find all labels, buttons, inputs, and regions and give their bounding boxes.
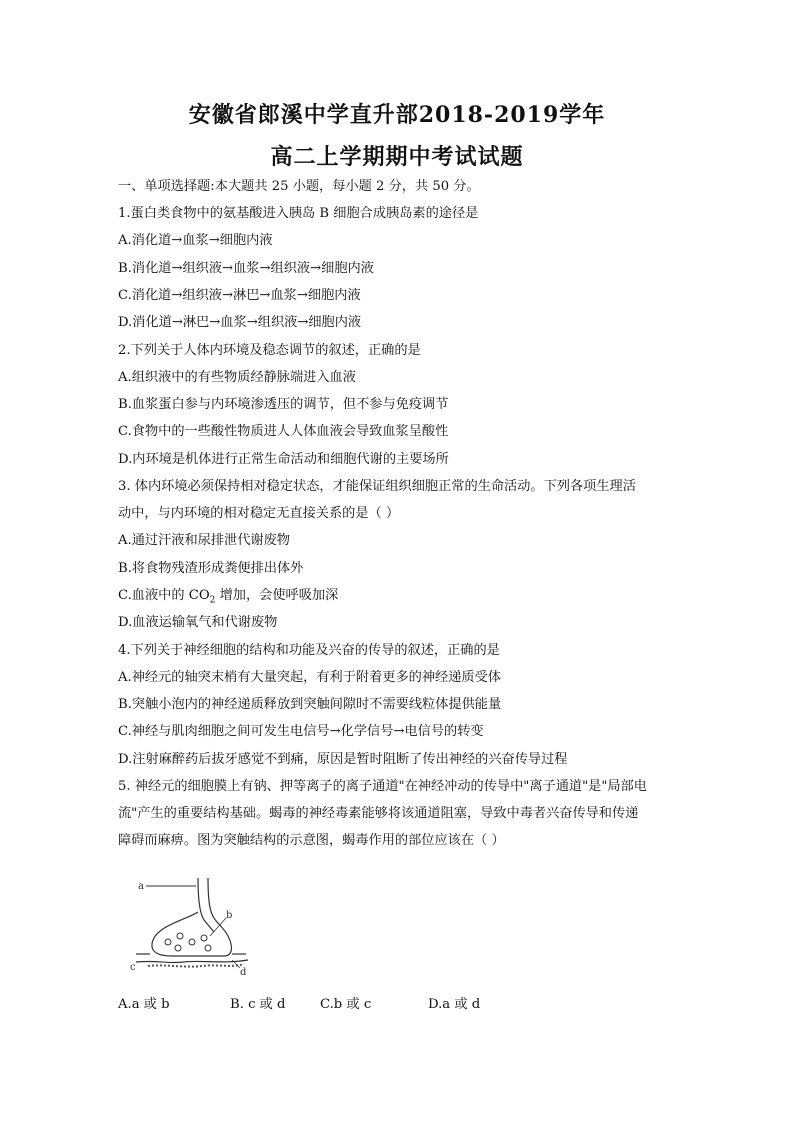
q1-option-a: A.消化道→血浆→细胞内液 xyxy=(118,233,273,248)
label-a: a xyxy=(138,881,144,892)
q4-stem: 4.下列关于神经细胞的结构和功能及兴奋的传导的叙述，正确的是 xyxy=(118,643,500,658)
q5-option-c: C.b 或 c xyxy=(320,997,372,1012)
q5-option-b: B. c 或 d xyxy=(230,997,286,1012)
q5-option-a: A.a 或 b xyxy=(118,997,170,1012)
q4-option-a: A.神经元的轴突末梢有大量突起，有利于附着更多的神经递质受体 xyxy=(118,670,501,685)
q1-stem: 1.蛋白类食物中的氨基酸进入胰岛 B 细胞合成胰岛素的途径是 xyxy=(118,206,479,221)
q3-option-b: B.将食物残渣形成粪便排出体外 xyxy=(118,561,304,576)
title-line-2: 高二上学期期中考试试题 xyxy=(270,144,524,170)
q5-option-d: D.a 或 d xyxy=(428,997,481,1012)
q2-option-d: D.内环境是机体进行正常生命活动和细胞代谢的主要场所 xyxy=(118,452,449,467)
q2-stem: 2.下列关于人体内环境及稳态调节的叙述，正确的是 xyxy=(118,343,421,358)
q3-option-a: A.通过汗液和尿排泄代谢废物 xyxy=(118,533,290,548)
q3-option-c-pre: C.血液中的 CO xyxy=(118,588,210,603)
q4-option-c: C.神经与肌肉细胞之间可发生电信号→化学信号→电信号的转变 xyxy=(118,724,484,739)
q5-stem-line3: 障碍而麻痹。图为突触结构的示意图，蝎毒作用的部位应该在（ ） xyxy=(118,833,505,848)
q5-stem-line2: 流"产生的重要结构基础。蝎毒的神经毒素能够将该通道阻塞，导致中毒者兴奋传导和传递 xyxy=(118,806,639,821)
q2-option-c: C.食物中的一些酸性物质进人人体血液会导致血浆呈酸性 xyxy=(118,424,449,439)
synapse-diagram xyxy=(128,872,264,976)
q4-option-b: B.突触小泡内的神经递质释放到突触间隙时不需要线粒体提供能量 xyxy=(118,697,502,712)
label-d: d xyxy=(240,967,247,976)
q1-option-c: C.消化道→组织液→淋巴→血浆→细胞内液 xyxy=(118,288,361,303)
title-line-1: 安徽省郎溪中学直升部2018-2019学年 xyxy=(188,102,606,128)
q1-option-b: B.消化道→组织液→血浆→组织液→细胞内液 xyxy=(118,261,374,276)
q1-option-d: D.消化道→淋巴→血浆→组织液→细胞内液 xyxy=(118,315,362,330)
q2-option-a: A.组织液中的有些物质经静脉端进入血液 xyxy=(118,370,356,385)
q3-option-c-post: 增加，会使呼吸加深 xyxy=(215,588,339,603)
q3-stem-line2: 动中，与内环境的相对稳定无直接关系的是（ ） xyxy=(118,506,400,521)
q5-stem-line1: 5. 神经元的细胞膜上有钠、押等离子的离子通道"在神经冲动的传导中"离子通道"是"局部电 xyxy=(118,779,647,794)
q3-option-c-sub: 2 xyxy=(209,595,216,606)
section-heading: 一、单项选择题:本大题共 25 小题，每小题 2 分，共 50 分。 xyxy=(118,179,480,194)
q3-option-d: D.血液运输氧气和代谢废物 xyxy=(118,615,278,630)
label-c: c xyxy=(130,962,136,973)
q2-option-b: B.血浆蛋白参与内环境渗透压的调节，但不参与免疫调节 xyxy=(118,397,449,412)
label-b: b xyxy=(226,910,233,921)
q3-stem-line1: 3. 体内环境必须保持相对稳定状态，才能保证组织细胞正常的生命活动。下列各项生理活 xyxy=(118,479,636,494)
q4-option-d: D.注射麻醉药后拔牙感觉不到痛，原因是暂时阻断了传出神经的兴奋传导过程 xyxy=(118,752,568,767)
q3-option-c xyxy=(118,587,338,610)
